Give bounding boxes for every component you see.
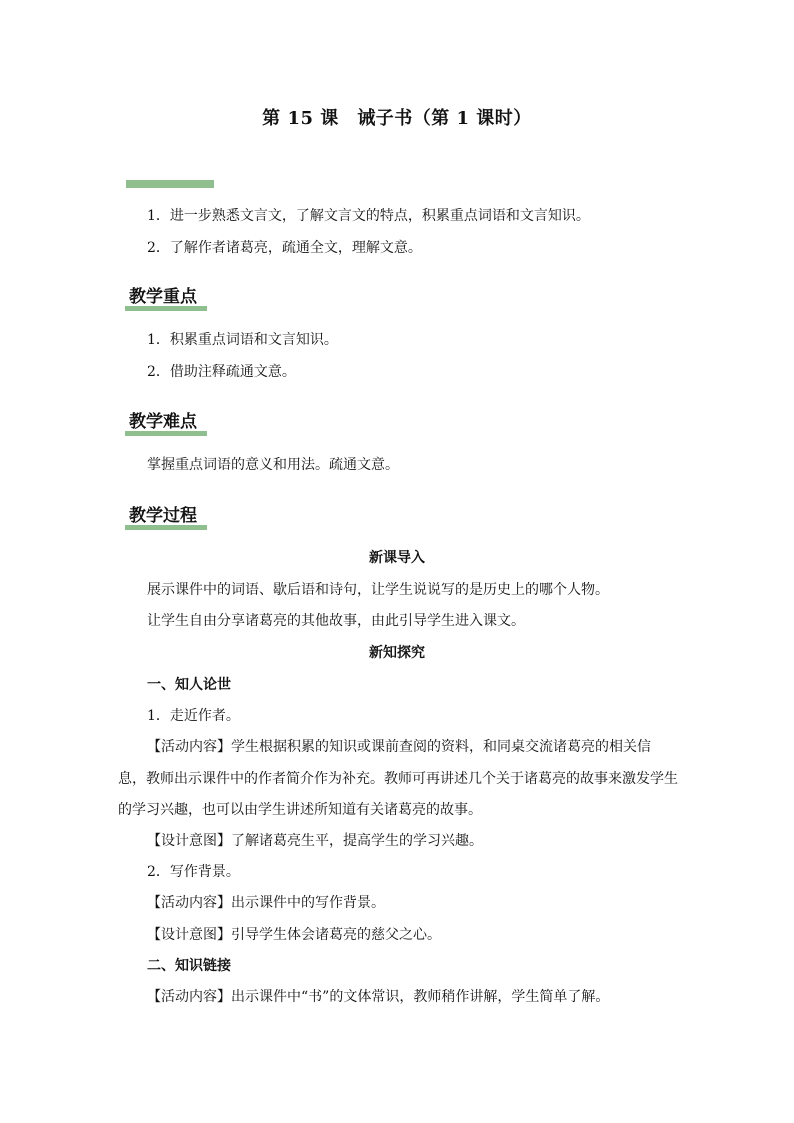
step2-text: 2．写作背景。 <box>147 864 240 880</box>
design2-text: 【设计意图】引导学生体会诸葛亮的慈父之心。 <box>147 927 441 943</box>
explore-heading: 新知探究 <box>369 645 425 661</box>
design1-text: 【设计意图】了解诸葛亮生平，提高学生的学习兴趣。 <box>147 833 483 849</box>
intro-line-2: 让学生自由分享诸葛亮的其他故事，由此引导学生进入课文。 <box>147 613 525 629</box>
intro-line-1: 展示课件中的词语、歇后语和诗句，让学生说说写的是历史上的哪个人物。 <box>147 582 609 598</box>
key-point-item-1: 1．积累重点词语和文言知识。 <box>147 332 338 348</box>
difficulties-text: 掌握重点词语的意义和用法。疏通文意。 <box>147 457 399 473</box>
activity2-text: 【活动内容】出示课件中的写作背景。 <box>147 895 385 911</box>
activity3-text: 【活动内容】出示课件中“书”的文体常识，教师稍作讲解，学生简单了解。 <box>147 989 610 1005</box>
key-points-heading: 教学重点 <box>129 287 197 307</box>
objectives-heading-bar <box>126 180 214 188</box>
difficulties-heading: 教学难点 <box>129 412 197 432</box>
key-point-item-2: 2．借助注释疏通文意。 <box>147 364 296 380</box>
objective-item-2: 2．了解作者诸葛亮，疏通全文，理解文意。 <box>147 240 422 256</box>
part1-heading: 一、知人论世 <box>147 677 231 693</box>
intro-heading: 新课导入 <box>369 550 425 566</box>
step1-text: 1．走近作者。 <box>147 708 240 724</box>
objective-item-1: 1．进一步熟悉文言文，了解文言文的特点，积累重点词语和文言知识。 <box>147 208 590 224</box>
activity1-paragraph: 【活动内容】学生根据积累的知识或课前查阅的资料，和同桌交流诸葛亮的相关信息，教师出示课件中的作者简介作为补充。教师可再讲述几个关于诸葛亮的故事来激发学生的学习兴趣，也可以由学生讲述所知道有关诸葛亮的故事。 <box>118 739 678 818</box>
process-heading: 教学过程 <box>129 506 197 526</box>
page-title: 第 15 课 诫子书（第 1 课时） <box>262 108 532 129</box>
part2-heading: 二、知识链接 <box>147 958 231 974</box>
